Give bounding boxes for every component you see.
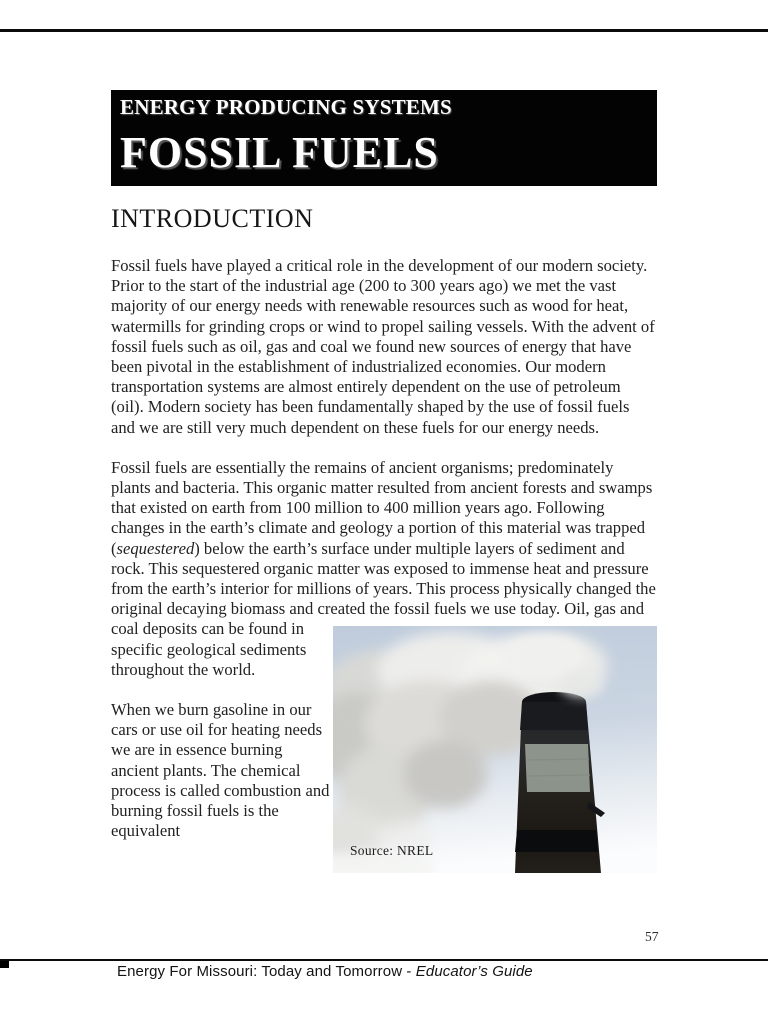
intro-heading: INTRODUCTION (111, 204, 314, 233)
section-kicker: ENERGY PRODUCING SYSTEMS (120, 95, 452, 119)
footer-title-italic: Educator’s Guide (415, 963, 533, 980)
paragraph-2-text: Fossil fuels are essentially the remains of ancient organisms; predominately plants and bacteria. This organic matter resulted from ancient forests and swamps that existed on earth from 100 million to 400 million years ago. Following changes in the earth’s climate and geology a portion of this material was trapped ( (111, 457, 653, 558)
header-banner (111, 90, 657, 186)
page-title: FOSSIL FUELS (120, 128, 439, 177)
footer-edge-mark (0, 961, 9, 968)
paragraph-2-text-after: ) below the earth’s surface under multiple layers of sediment and rock. This sequestered organic matter was exposed to immense heat and pressure from the earth’s interior for millions of years. This process physically changed the original decaying biomass and created the fossil fuels we use today. Oil, gas and coal deposits can be found in specific geological sediments throughout the world. (111, 538, 656, 679)
paragraph-2-italic-term: sequestered (116, 538, 195, 558)
smokestack-photo-art (333, 626, 657, 873)
document-page (111, 0, 657, 875)
page-number: 57 (645, 929, 659, 944)
footer-rule (0, 959, 768, 961)
smokestack-photo (333, 626, 657, 873)
paragraph-1: Fossil fuels have played a critical role in the development of our modern society. Prior to the start of the industrial age (200 to 300 years ago) we met the vast majority of our energy needs with renewable resources such as wood for heat, watermills for grinding crops or wind to propel sailing vessels. With the advent of fossil fuels such as oil, gas and coal we found new sources of energy that have been pivotal in the establishment of industrialized economies. Our modern transportation systems are almost entirely dependent on the use of petroleum (oil). Modern society has been fundamentally shaped by the use of fossil fuels and we are still very much dependent on these fuels for our energy needs. (111, 256, 655, 437)
footer-title-regular: Energy For Missouri: Today and Tomorrow - (117, 963, 416, 980)
paragraph-3: When we burn gasoline in our cars or use oil for heating needs we are in essence burning ancient plants. The chemical process is called combustion and burning fossil fuels is the equivalent (111, 700, 330, 841)
figure-caption: Source: NREL (350, 842, 434, 858)
footer-title (117, 963, 533, 980)
